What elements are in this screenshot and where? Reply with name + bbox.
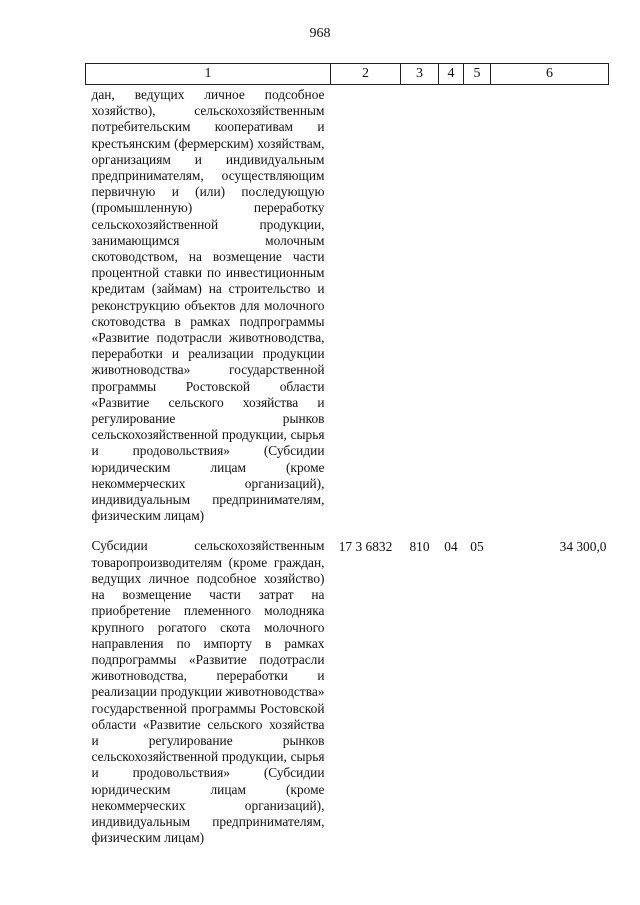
column-header-6: 6 <box>491 64 609 85</box>
row-type: 810 <box>409 539 430 555</box>
row-description: Субсидии сельскохозяйственным товаропроизводителям (кроме граждан, ведущих личное подсобное хозяйство) на возмещение части затрат на приобретение племенного молодняка крупного рогатого скота молочного направления по импорту в рамках подпрограммы «Развитие подотрасли животноводства, переработки и реализации продукции животноводства» государственной программы Ростовской области «Развитие сельского хозяйства и регулирование рынков сельскохозяйственной продукции, сырья и продовольствия» (Субсидии юридическим лицам (кроме некоммерческих организаций), индивидуальным предпринимателям, физическим лицам) <box>91 538 325 846</box>
row-code: 17 3 6832 <box>338 539 393 555</box>
row-code <box>331 85 401 537</box>
row-amount: 34 300,0 <box>559 539 607 555</box>
table-row <box>86 536 609 858</box>
page-number: 968 <box>309 26 331 41</box>
row-section <box>439 85 464 537</box>
row-subsection: 05 <box>470 539 484 555</box>
table-header-row <box>86 64 609 85</box>
column-header-1: 1 <box>86 64 331 85</box>
budget-table <box>85 63 609 858</box>
row-type <box>401 85 439 537</box>
table-row <box>86 85 609 537</box>
column-header-3: 3 <box>401 64 439 85</box>
row-section: 04 <box>444 539 458 555</box>
column-header-4: 4 <box>439 64 464 85</box>
row-subsection <box>464 85 491 537</box>
row-description: дан, ведущих личное подсобное хозяйство), сельскохозяйственным потребительским кооперативам и крестьянским (фермерским) хозяйствам, организациям и индивидуальным предпринимателям, осуществляющим первичную и (или) последующую (промышленную) переработку сельскохозяйственной продукции, занимающимся молочным скотоводством, на возмещение части процентной ставки по инвестиционным кредитам (займам) на строительство и реконструкцию объектов для молочного скотоводства в рамках подпрограммы «Развитие подотрасли животноводства, переработки и реализации продукции животноводства» государственной программы Ростовской области «Развитие сельского хозяйства и регулирование рынков сельскохозяйственной продукции, сырья и продовольствия» (Субсидии юридическим лицам (кроме некоммерческих организаций), индивидуальным предпринимателям, физическим лицам) <box>91 87 325 524</box>
row-amount <box>491 85 609 537</box>
column-header-5: 5 <box>464 64 491 85</box>
column-header-2: 2 <box>331 64 401 85</box>
